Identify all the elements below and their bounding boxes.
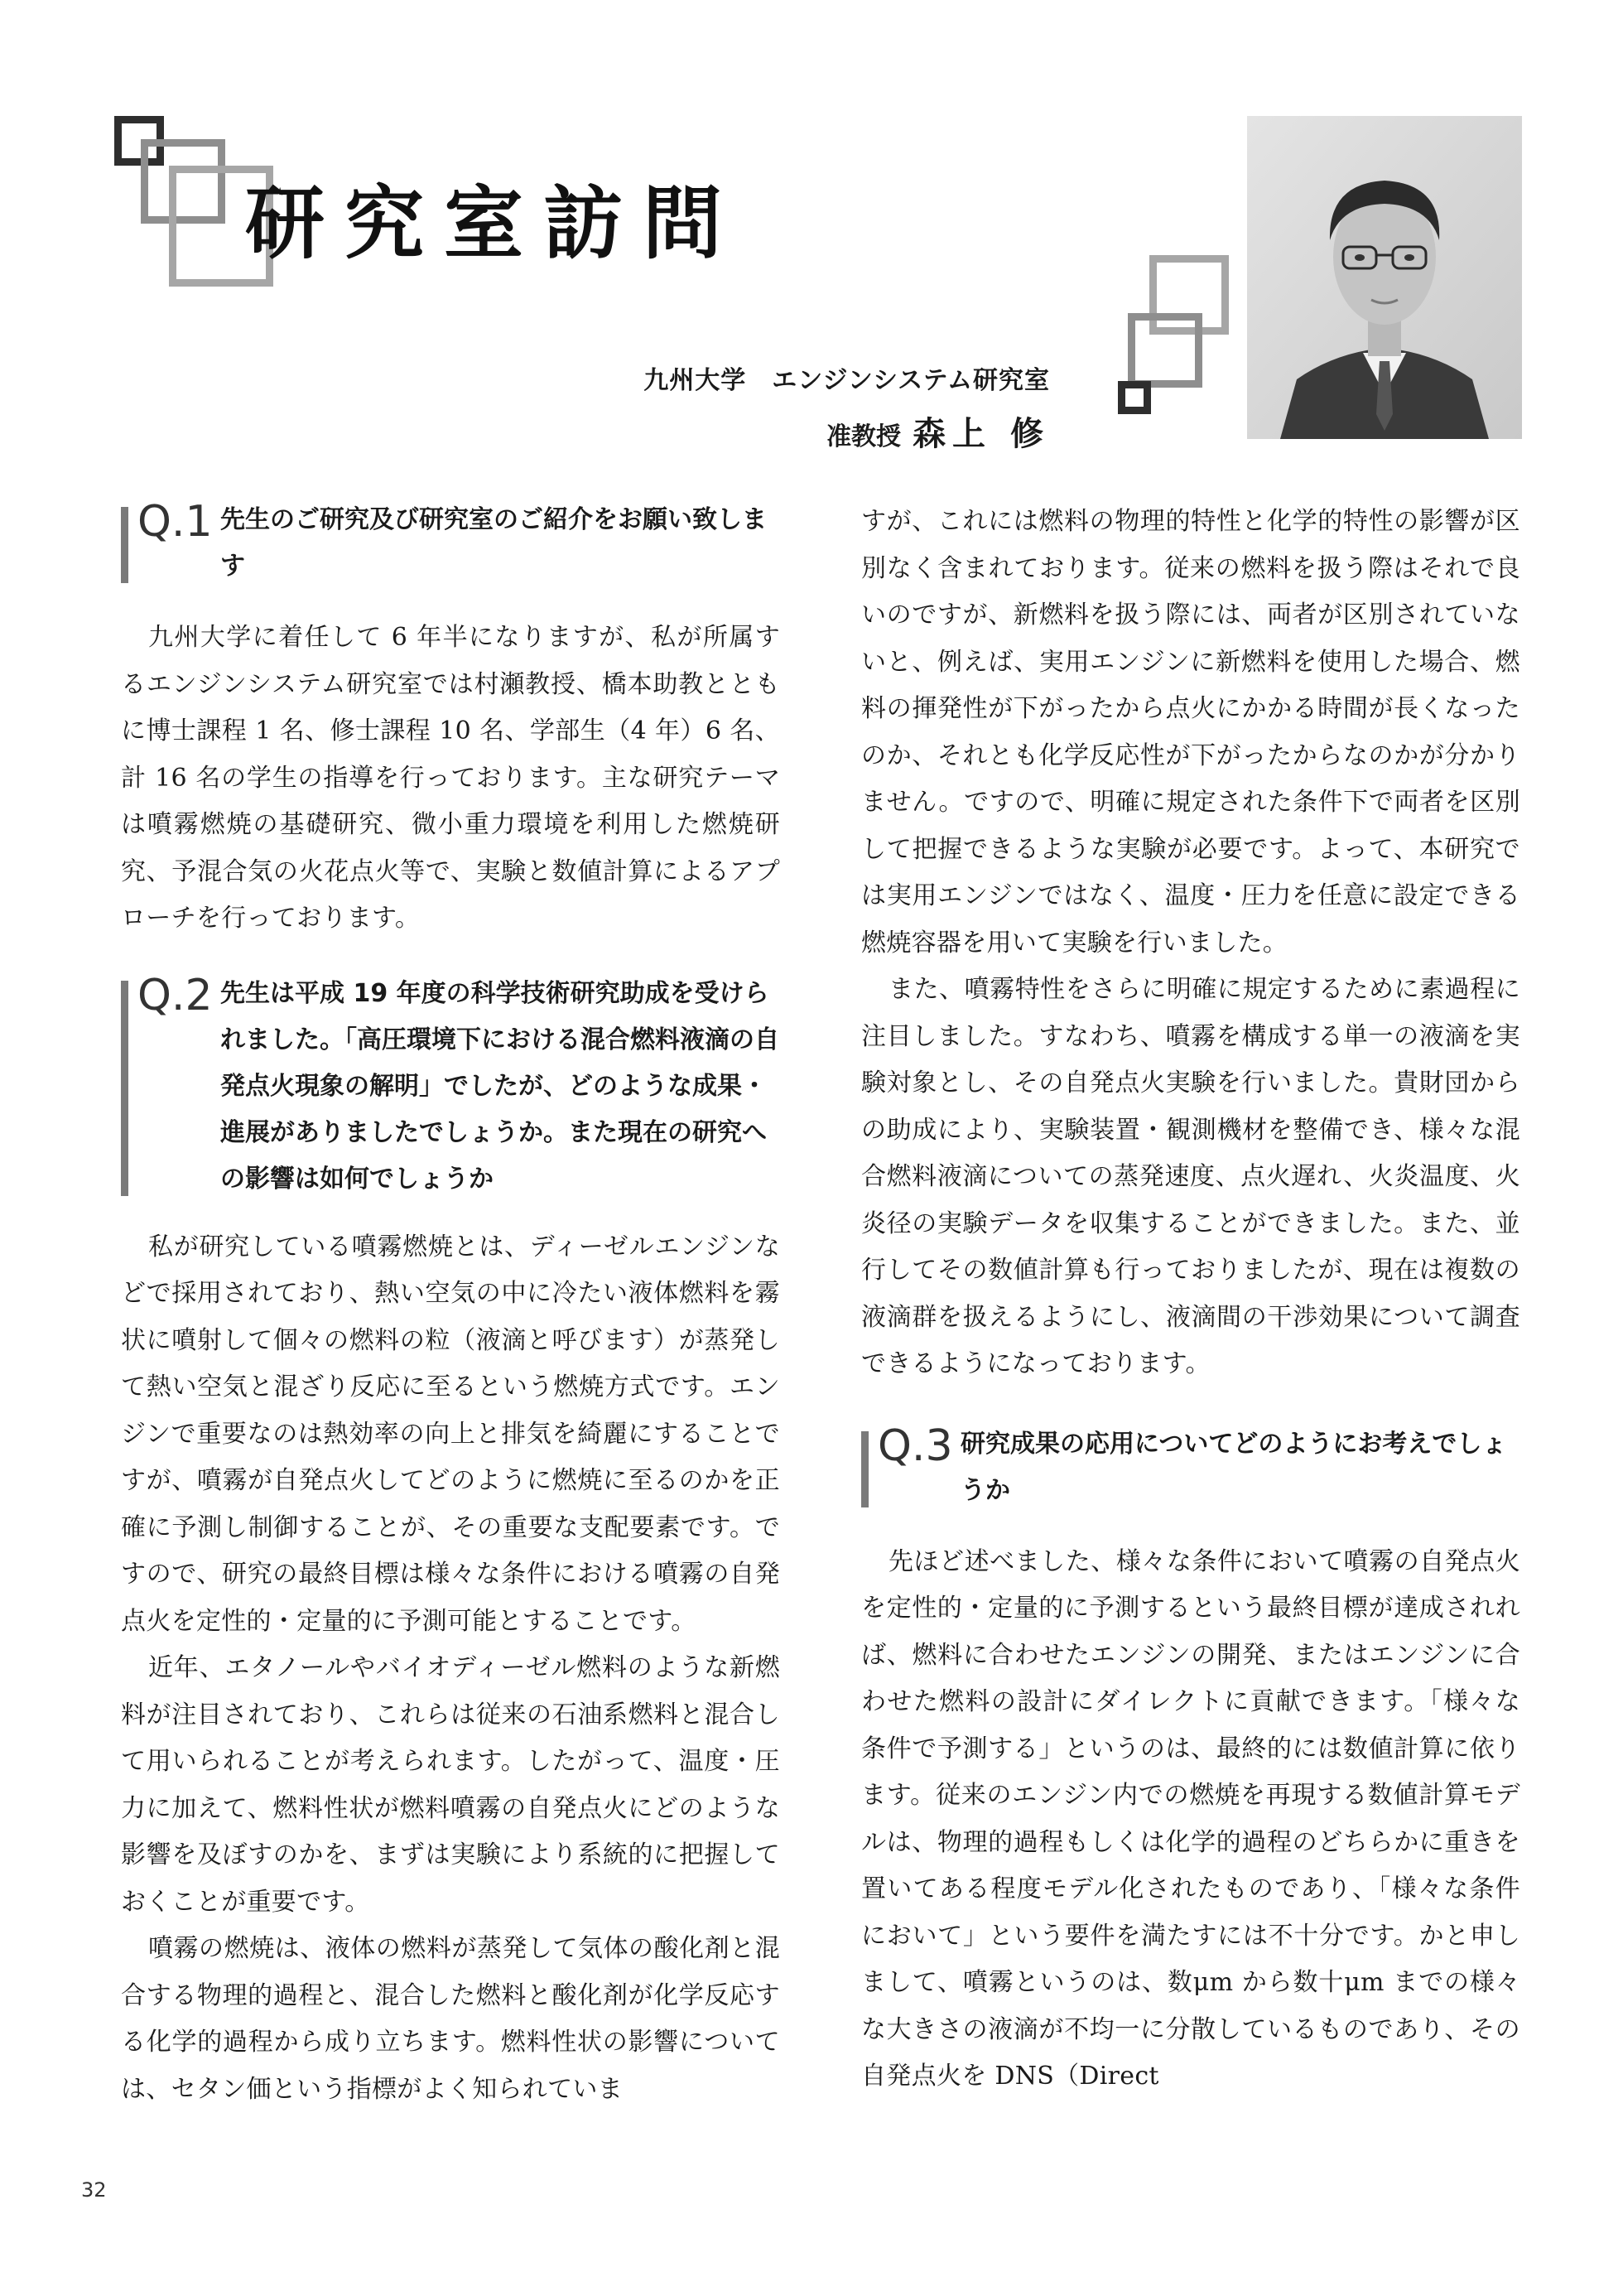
frame-square-right-middle <box>1128 313 1202 388</box>
page-number: 32 <box>81 2178 107 2202</box>
question-1 <box>121 497 780 590</box>
frame-square-right-bottom <box>1118 381 1151 414</box>
right-column <box>861 499 1520 2101</box>
portrait-photo <box>1247 116 1522 439</box>
question-text: 研究成果の応用についてどのようにお考えでしょうか <box>961 1429 1507 1505</box>
answer-paragraph: また、噴霧特性をさらに明確に規定するために素過程に注目しました。すなわち、噴霧を構成する単一の液滴を実験対象とし、その自発点火実験を行いました。貴財団からの助成により、実験装置・観測機材を整備でき、様々な混合燃料液滴についての蒸発速度、点火遅れ、火炎温度、火炎径の実験データを収集することができました。また、並行してその数値計算も行っておりましたが、現在は複数の液滴群を扱えるようにし、液滴間の干渉効果について調査できるようになっております。 <box>861 975 1520 1378</box>
page-title: 研究室訪問 <box>245 177 742 270</box>
question-number: Q.1 <box>137 497 213 547</box>
answer-paragraph: 私が研究している噴霧燃焼とは、ディーゼルエンジンなどで採用されており、熱い空気の中に冷たい液体燃料を霧状に噴射して個々の燃料の粒（液滴と呼びます）が蒸発して熱い空気と混ざり反応に至るという燃焼方式です。エンジンで重要なのは熱効率の向上と排気を綺麗にすることですが、噴霧が自発点火してどのように燃焼に至るのかを正確に予測し制御することが、その重要な支配要素です。ですので、研究の最終目標は様々な条件における噴霧の自発点火を定性的・定量的に予測可能とすることです。 <box>121 1232 780 1636</box>
affiliation-block <box>643 359 1050 455</box>
question-marker-bar <box>121 981 128 1196</box>
answer-paragraph: 噴霧の燃焼は、液体の燃料が蒸発して気体の酸化剤と混合する物理的過程と、混合した燃料と酸化剤が化学反応する化学的過程から成り立ちます。燃料性状の影響については、セタン価という指標がよく知られていま <box>121 1934 780 2104</box>
answer-paragraph: 近年、エタノールやバイオディーゼル燃料のような新燃料が注目されており、これらは従来の石油系燃料と混合して用いられることが考えられます。したがって、温度・圧力に加えて、燃料性状が燃料噴霧の自発点火にどのような影響を及ぼすのかを、まずは実験により系統的に把握しておくことが重要です。 <box>121 1653 780 1917</box>
question-3 <box>861 1421 1520 1514</box>
answer-paragraph-continued: すが、これには燃料の物理的特性と化学的特性の影響が区別なく含まれております。従来の燃料を扱う際はそれで良いのですが、新燃料を扱う際には、両者が区別されていないと、例えば、実用エンジンに新燃料を使用した場合、燃料の揮発性が下がったから点火にかかる時間が長くなったのか、それとも化学反応性が下がったからなのかが分かりません。ですので、明確に規定された条件下で両者を区別して把握できるような実験が必要です。よって、本研究では実用エンジンではなく、温度・圧力を任意に設定できる燃焼容器を用いて実験を行いました。 <box>861 507 1520 957</box>
position-label: 准教授 <box>826 422 902 451</box>
question-number: Q.3 <box>878 1421 953 1471</box>
answer-paragraph: 九州大学に着任して 6 年半になりますが、私が所属するエンジンシステム研究室では村瀬教授、橋本助教とともに博士課程 1 名、修士課程 10 名、学部生（4 年）6 名、計 16 名の学生の指導を行っております。主な研究テーマは噴霧燃焼の基礎研究、微小重力環境を利用した燃焼研究、予混合気の火花点火等で、実験と数値計算によるアプローチを行っております。 <box>121 623 780 933</box>
left-column <box>121 497 780 2113</box>
question-marker-bar <box>861 1431 869 1507</box>
affiliation-title-line <box>643 408 1050 455</box>
question-text: 先生のご研究及び研究室のご紹介をお願い致します <box>220 505 767 581</box>
question-number: Q.2 <box>137 970 213 1020</box>
question-marker-bar <box>121 507 128 583</box>
professor-name: 森上 修 <box>913 415 1050 453</box>
affiliation-department: 九州大学 エンジンシステム研究室 <box>643 366 1050 395</box>
question-2 <box>121 971 780 1203</box>
answer-paragraph: 先ほど述べました、様々な条件において噴霧の自発点火を定性的・定量的に予測するという最終目標が達成されれば、燃料に合わせたエンジンの開発、またはエンジンに合わせた燃料の設計にダイレクトに貢献できます。「様々な条件で予測する」というのは、最終的には数値計算に依ります。従来のエンジン内での燃焼を再現する数値計算モデルは、物理的過程もしくは化学的過程のどちらかに重きを置いてある程度モデル化されたものであり、「様々な条件において」という要件を満たすには不十分です。かと申しまして、噴霧というのは、数μm から数十μm までの様々な大きさの液滴が不均一に分散しているものであり、その自発点火を DNS（Direct <box>861 1546 1520 2091</box>
question-text: 先生は平成 19 年度の科学技術研究助成を受けられました。「高圧環境下における混合燃料液滴の自発点火現象の解明」でしたが、どのような成果・進展がありましたでしょうか。また現在の研究への影響は如何でしょうか <box>220 978 779 1194</box>
